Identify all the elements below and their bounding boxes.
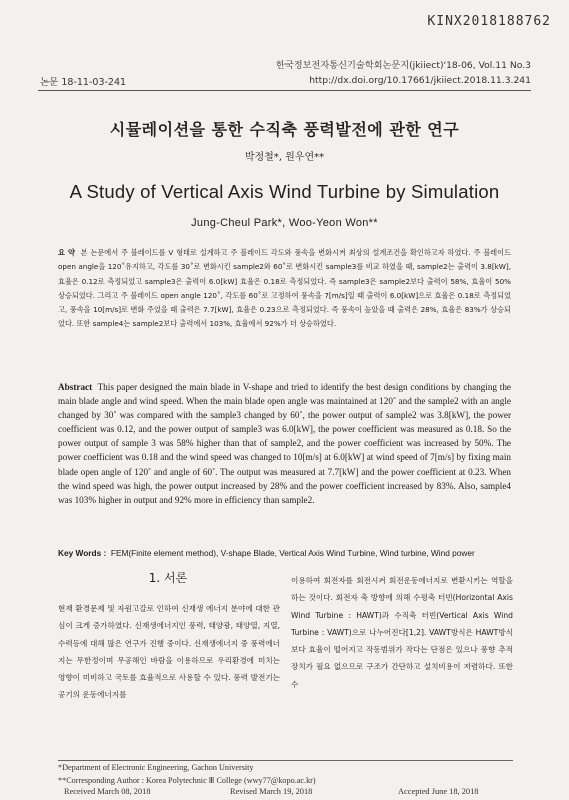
korean-title: 시뮬레이션을 통한 수직축 풍력발전에 관한 연구 bbox=[109, 120, 460, 139]
body-left-column: 현재 환경문제 및 자원고갈로 인하여 신재생 에너지 분야에 대한 관심이 크게 증가하였다. 신재생에너지인 풍력, 태양광, 태양열, 지열, 수력등에 대해 많은 연구가 진행 중이다. 신재생에너지 중 풍력에너지는 무한정이며 무공해인 바람을 이용하므로 우리환경에 미치는 영향이 미비하고 국토를 효율적으로 사용할 수 있다. 풍력 발전기는 공기의 운동에너지를 bbox=[58, 604, 280, 700]
korean-abstract-text: 본 논문에서 주 블레이드를 V 형태로 설계하고 주 블레이드 각도와 풍속을 변화시켜 최상의 설계조건을 확인하고자 하였다. 주 블레이드 open angle을 120˚유지하고, 각도를 30˚로 변화시킨 sample2와 60˚로 변화시킨 sample3를 비교 하였을 때, sample2는 출력이 3.8[kW], 효율은 0.12로 측정되었고 sample3은 출력이 6.0[kW] 효율은 0.18로 측정되었다. 즉 sample3은 sample2보다 출력이 58%, 효율이 50% 상승되었다. 그리고 주 블레이드 open angle 120˚, 각도를 60˚로 고정하여 풍속을 7[m/s]일 때 출력이 6.0[kW]으로 효율은 0.18로 측정되었고, 풍속을 10[m/s]로 변화 주었을 때 출력은 7.7[kW], 효율은 0.23으로 측정되었다. 즉 풍속이 높았을 때 출력은 28%, 효율은 83%가 상승되었다. 또한 sample4는 sample2보다 출력에서 103%, 효율에서 92%가 더 상승하였다. bbox=[58, 248, 512, 329]
corresponding-author-footnote: **Corresponding Author : Korea Polytechnic Ⅲ College (wwy77@kopo.ac.kr) bbox=[58, 776, 316, 785]
english-authors: Jung-Cheul Park*, Woo-Yeon Won** bbox=[191, 217, 378, 229]
keywords-text: FEM(Finite element method), V-shape Blade, Vertical Axis Wind Turbine, Wind turbine, Wind power bbox=[110, 548, 475, 558]
keywords bbox=[58, 546, 511, 560]
body-right-column: 이용하여 회전자를 회전시켜 회전운동에너지로 변환시키는 역할을 하는 것이다. 회전자 축 방향에 의해 수평축 터빈(Horizontal Axis Wind Turbine : HAWT)과 수직축 터빈(Vertical Axis Wind Turbine : VAWT)으로 나누어진다[1,2]. VAWT방식은 HAWT방식 보다 효율이 떨어지고 작동범위가 작다는 단점은 있으나 풍향 추적 장치가 필요 없으므로 구조가 간단하고 설치비용이 저렴하다. 또한 수 bbox=[291, 576, 513, 689]
affiliation-footnote: *Department of Electronic Engineering, Gachon University bbox=[58, 763, 254, 772]
footnote-rule bbox=[58, 760, 513, 761]
journal-name: 한국정보전자통신기술학회논문지(jkiiect)'18-06, Vol.11 No.3 bbox=[275, 60, 531, 71]
korean-abstract-label: 요 약 bbox=[58, 248, 75, 257]
english-abstract bbox=[58, 380, 511, 507]
doi-link[interactable]: http://dx.doi.org/10.17661/jkiiect.2018.11.3.241 bbox=[309, 75, 531, 86]
header-rule bbox=[38, 90, 531, 91]
korean-authors: 박정철*, 원우연** bbox=[244, 152, 325, 163]
keywords-label: Key Words : bbox=[58, 548, 107, 558]
paper-number: 논문 18-11-03-241 bbox=[40, 77, 127, 88]
journal-header bbox=[131, 58, 531, 88]
document-id: KINX2018188762 bbox=[427, 14, 551, 29]
korean-abstract bbox=[58, 246, 511, 332]
english-abstract-text: This paper designed the main blade in V-shape and tried to identify the best design conditions by changing the main blade angle and wind speed. When the main blade open angle was maintained at 120˚ and the sample2 with an angle changed by 30˚ was compared with the sample3 changed by 60˚, the power output of sample2 was 3.8[kW], the power coefficient was 0.12, and the power output of sample3 was 6.0[kW], the power coefficient was measured as 0.18. So the power output of sample 3 was 58% higher than that of sample2, and the power coefficient was increased by 50%. The power coefficient was 0.18 and the wind speed was changed to 10[m/s] at 6.0[kW] at wind speed of 7[m/s] by fixing main blade open angle of 120˚ and angle of 60˚. The output was measured at 7.7[kW] and the power coefficient at 0.23. When the wind speed was high, the power output increased by 28% and the power coefficient increased by 83%. Also, sample4 was 103% higher in output and 92% more in efficiency than sample2. bbox=[58, 382, 511, 505]
english-abstract-label: Abstract bbox=[58, 382, 93, 392]
accepted-date: Accepted June 18, 2018 bbox=[398, 787, 479, 796]
english-title: A Study of Vertical Axis Wind Turbine by Simulation bbox=[69, 181, 500, 202]
revised-date: Revised March 19, 2018 bbox=[230, 787, 313, 796]
section-title: 1. 서론 bbox=[148, 571, 188, 585]
received-date: Received March 08, 2018 bbox=[64, 787, 151, 796]
